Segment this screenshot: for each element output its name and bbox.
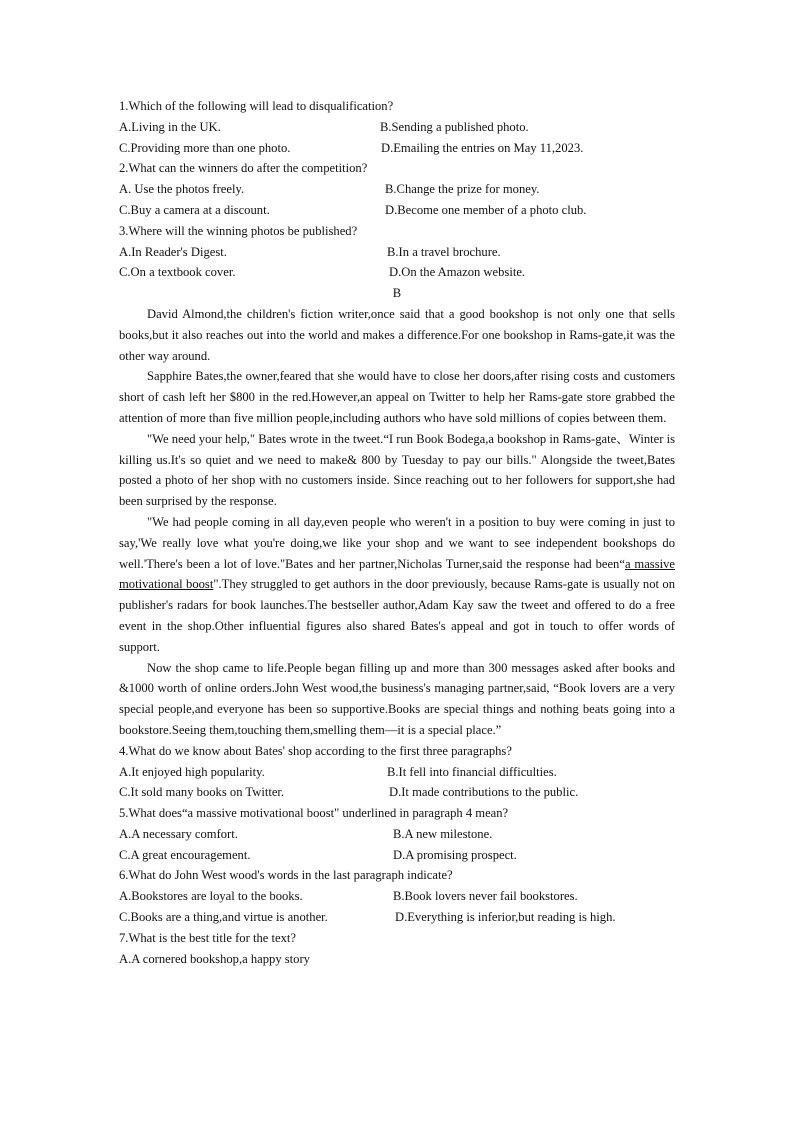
passage-paragraph-2: Sapphire Bates,the owner,feared that she would have to close her doors,after rising costs and customers short of cash left her $800 in the red.However,an appeal on Twitter to help her Rams-gate store grabbed the attention of more than five million people,including authors who have sold millions of copies between them. [119, 369, 675, 425]
paragraph-4-text-start: "We had people coming in all day,even people who weren't in a position to buy were coming in just to say,'We really love what you're doing,we like your shop and we want to see independent bookshops do well.'There's been a lot of love."Bates and her partner,Nicholas Turner,said the response had been“ [119, 514, 675, 571]
option-7a: A.A cornered bookshop,a happy story [119, 951, 310, 966]
option-6b: B.Book lovers never fail bookstores. [393, 889, 578, 904]
option-1b: B.Sending a published photo. [380, 119, 529, 134]
option-6c: C.Books are a thing,and virtue is another. [119, 910, 328, 925]
passage-paragraph-5: Now the shop came to life.People began filling up and more than 300 messages asked after books and &1000 worth of online orders.John West wood,the business's managing partner,said, “Book lovers are a very special people,and everyone has been so supportive.Books are special things and nothing beats going into a bookstore.Seeing them,touching them,smelling them—it is a special place.” [119, 660, 675, 737]
question-2-options-row-2 [119, 200, 675, 221]
passage-paragraph-1: David Almond,the children's fiction writer,once said that a good bookshop is not only one that sells books,but it also reaches out into the world and makes a difference.For one bookshop in Rams-gate,it was the other way around. [119, 306, 675, 363]
question-6: 6.What do John West wood's words in the last paragraph indicate? [119, 868, 453, 883]
option-5a: A.A necessary comfort. [119, 826, 238, 841]
option-2d: D.Become one member of a photo club. [385, 202, 587, 217]
option-5c: C.A great encouragement. [119, 847, 251, 862]
question-7: 7.What is the best title for the text? [119, 930, 296, 945]
paragraph-4-text-end: ".They struggled to get authors in the door previously, because Rams-gate is usually not on publisher's radars for book launches.The bestseller author,Adam Kay saw the tweet and offered to do a free event in the shop.Other influential figures also shared Bates's appeal and got in touch to offer words of support. [119, 577, 675, 654]
option-2c: C.Buy a camera at a discount. [119, 202, 270, 217]
option-3d: D.On the Amazon website. [389, 265, 526, 280]
question-3: 3.Where will the winning photos be published? [119, 223, 358, 238]
section-b-heading: B [392, 286, 402, 301]
option-1c: C.Providing more than one photo. [119, 140, 291, 155]
passage-paragraph-4 [119, 512, 675, 658]
option-1a: A.Living in the UK. [119, 119, 221, 134]
page-content [119, 96, 675, 969]
question-5: 5.What does“a massive motivational boost" underlined in paragraph 4 mean? [119, 806, 509, 821]
option-4b: B.It fell into financial difficulties. [387, 764, 557, 779]
option-5b: B.A new milestone. [393, 826, 493, 841]
passage-paragraph-3: "We need your help," Bates wrote in the tweet.“I run Book Bodega,a bookshop in Rams-gate、Winter is killing us.It's so quiet and we need to make& 800 by Tuesday to pay our bills." Alongside the tweet,Bates posted a photo of her shop with no customers inside. Since reaching out to her followers for support,she had been surprised by the response. [119, 431, 675, 509]
option-6d: D.Everything is inferior,but reading is high. [395, 910, 616, 925]
question-4-options-row-1 [119, 762, 675, 783]
question-1-options-row-2 [119, 138, 675, 159]
option-2b: B.Change the prize for money. [385, 182, 540, 197]
option-4d: D.It made contributions to the public. [389, 785, 579, 800]
option-3b: B.In a travel brochure. [387, 244, 501, 259]
underlined-phrase: a massive motivational boost [119, 556, 675, 592]
question-2: 2.What can the winners do after the competition? [119, 161, 368, 176]
question-1: 1.Which of the following will lead to disqualification? [119, 99, 394, 113]
question-3-options-row-2 [119, 262, 675, 283]
question-5-options-row-2 [119, 845, 675, 866]
question-4: 4.What do we know about Bates' shop according to the first three paragraphs? [119, 743, 512, 758]
question-2-options-row-1 [119, 179, 675, 200]
question-6-options-row-1 [119, 886, 675, 907]
option-3a: A.In Reader's Digest. [119, 244, 227, 259]
question-4-options-row-2 [119, 782, 675, 803]
question-5-options-row-1 [119, 824, 675, 845]
option-4a: A.It enjoyed high popularity. [119, 764, 265, 779]
option-2a: A. Use the photos freely. [119, 182, 245, 197]
option-4c: C.It sold many books on Twitter. [119, 785, 285, 800]
option-1d: D.Emailing the entries on May 11,2023. [381, 140, 584, 155]
question-6-options-row-2 [119, 907, 675, 928]
question-1-options-row-1 [119, 117, 675, 138]
option-6a: A.Bookstores are loyal to the books. [119, 889, 303, 904]
option-5d: D.A promising prospect. [393, 847, 517, 862]
option-3c: C.On a textbook cover. [119, 265, 236, 280]
question-3-options-row-1 [119, 242, 675, 263]
